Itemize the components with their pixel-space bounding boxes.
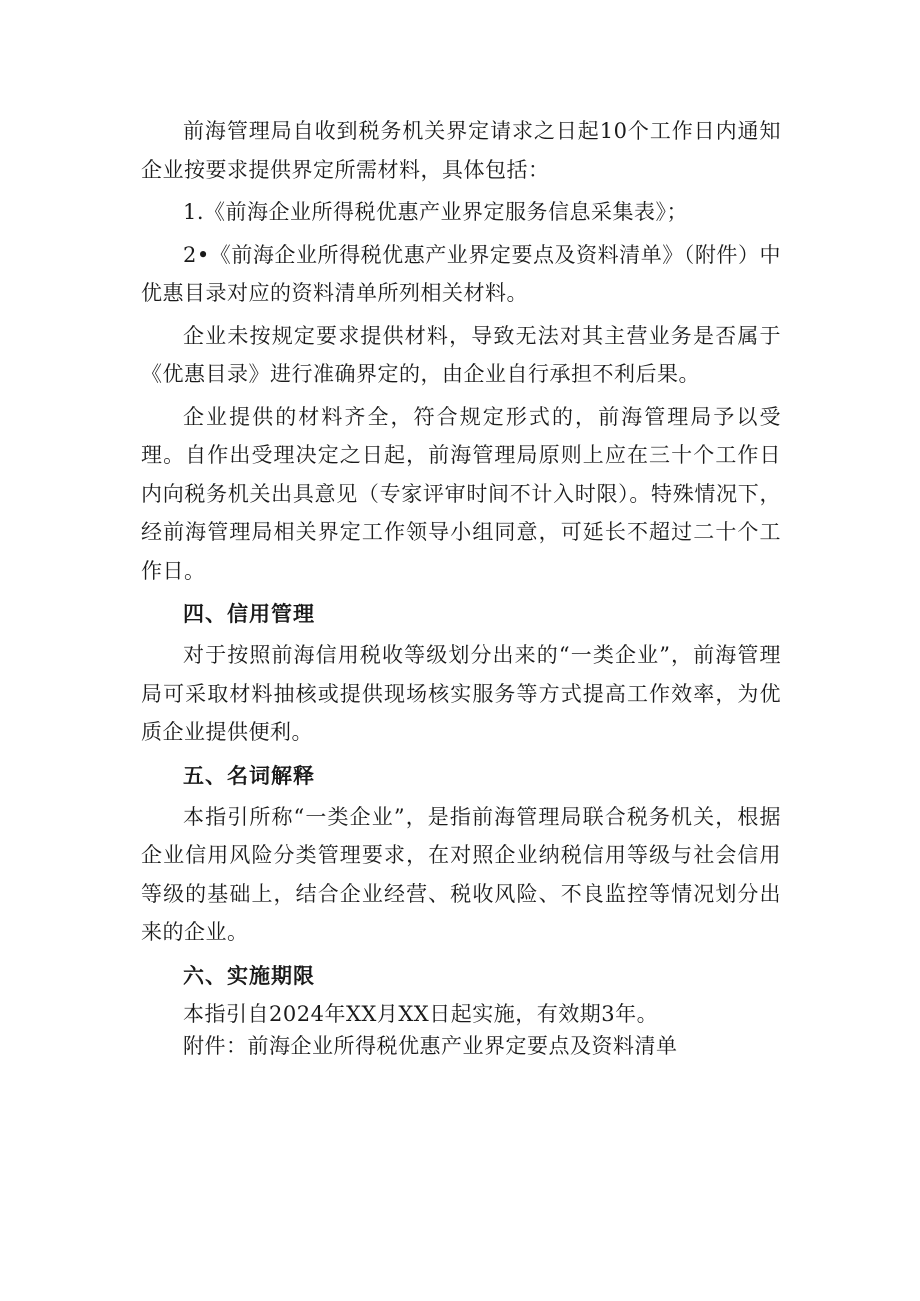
paragraph-missing-materials: 企业未按规定要求提供材料，导致无法对其主营业务是否属于《优惠目录》进行准确界定的，由企业自行承担不利后果。: [141, 323, 781, 386]
section-heading-period: 六、实施期限: [183, 963, 315, 988]
paragraph-acceptance: 企业提供的材料齐全，符合规定形式的，前海管理局予以受理。自作出受理决定之日起，前海管理局原则上应在三十个工作日内向税务机关出具意见（专家评审时间不计入时限）。特殊情况下，经前海管理局相关界定工作领导小组同意，可延长不超过二十个工作日。: [141, 404, 781, 583]
section-heading-credit: 四、信用管理: [183, 602, 315, 626]
paragraph-attachment: 附件：前海企业所得税优惠产业界定要点及资料清单: [183, 1033, 678, 1058]
section-heading-terms: 五、名词解释: [183, 763, 315, 788]
document-body: [141, 112, 781, 1062]
list-item-1: 1.《前海企业所得税优惠产业界定服务信息采集表》；: [183, 200, 689, 224]
paragraph-material-notice: 前海管理局自收到税务机关界定请求之日起10个工作日内通知企业按要求提供界定所需材料，具体包括：: [141, 119, 781, 182]
paragraph-effective-date: 本指引自2024年XX月XX日起实施，有效期3年。: [183, 1001, 659, 1026]
paragraph-credit: 对于按照前海信用税收等级划分出来的“一类企业”，前海管理局可采取材料抽核或提供现场核实服务等方式提高工作效率，为优质企业提供便利。: [141, 643, 781, 744]
paragraph-terms: 本指引所称“一类企业”，是指前海管理局联合税务机关，根据企业信用风险分类管理要求，在对照企业纳税信用等级与社会信用等级的基础上，结合企业经营、税收风险、不良监控等情况划分出来的企业。: [141, 804, 781, 944]
list-item-2: 2•《前海企业所得税优惠产业界定要点及资料清单》（附件）中优惠目录对应的资料清单所列相关材料。: [141, 242, 781, 305]
